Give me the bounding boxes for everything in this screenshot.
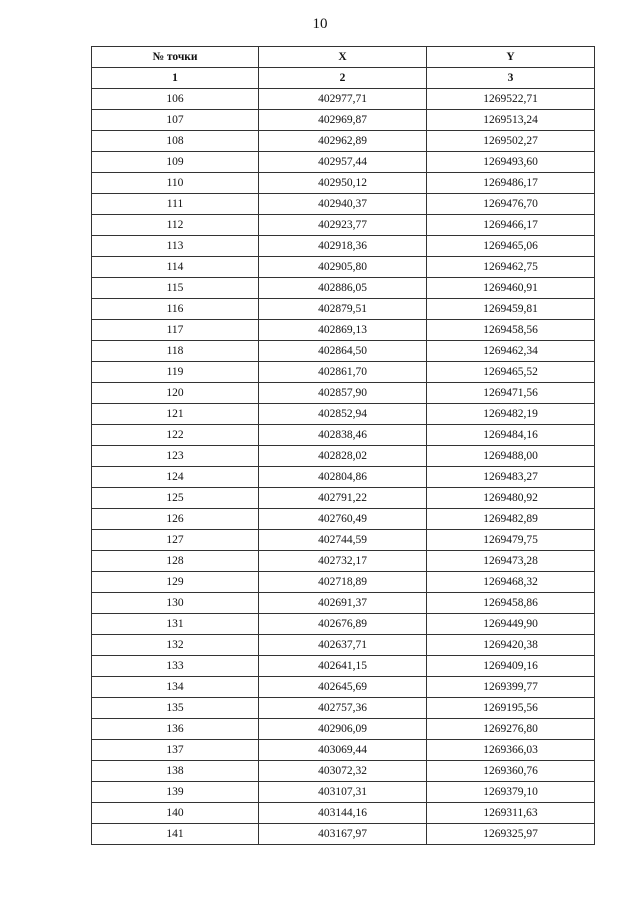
cell-point-number: 115 (92, 278, 259, 299)
cell-point-number: 127 (92, 530, 259, 551)
cell-y: 1269459,81 (427, 299, 595, 320)
cell-point-number: 113 (92, 236, 259, 257)
cell-point-number: 119 (92, 362, 259, 383)
cell-x: 402791,22 (259, 488, 427, 509)
cell-y: 1269482,19 (427, 404, 595, 425)
cell-y: 1269360,76 (427, 761, 595, 782)
cell-x: 402641,15 (259, 656, 427, 677)
cell-x: 402879,51 (259, 299, 427, 320)
cell-x: 402676,89 (259, 614, 427, 635)
cell-y: 1269483,27 (427, 467, 595, 488)
cell-y: 1269488,00 (427, 446, 595, 467)
header-y: Y (427, 47, 595, 68)
cell-x: 402940,37 (259, 194, 427, 215)
cell-x: 402760,49 (259, 509, 427, 530)
column-number-3: 3 (427, 68, 595, 89)
table-row (92, 341, 595, 362)
column-number-row (92, 68, 595, 89)
cell-y: 1269466,17 (427, 215, 595, 236)
cell-y: 1269276,80 (427, 719, 595, 740)
cell-x: 402861,70 (259, 362, 427, 383)
table-row (92, 425, 595, 446)
cell-x: 402923,77 (259, 215, 427, 236)
page-number: 10 (312, 16, 328, 32)
cell-x: 402957,44 (259, 152, 427, 173)
table-row (92, 446, 595, 467)
cell-x: 402905,80 (259, 257, 427, 278)
table-row (92, 530, 595, 551)
cell-point-number: 117 (92, 320, 259, 341)
table-row (92, 320, 595, 341)
table-body (92, 68, 595, 845)
cell-point-number: 128 (92, 551, 259, 572)
table-row (92, 824, 595, 845)
cell-y: 1269458,56 (427, 320, 595, 341)
table-row (92, 89, 595, 110)
cell-point-number: 121 (92, 404, 259, 425)
cell-y: 1269471,56 (427, 383, 595, 404)
cell-point-number: 116 (92, 299, 259, 320)
table-row (92, 803, 595, 824)
table-row (92, 614, 595, 635)
cell-point-number: 118 (92, 341, 259, 362)
cell-x: 403069,44 (259, 740, 427, 761)
header-point-number: № точки (92, 47, 259, 68)
cell-point-number: 138 (92, 761, 259, 782)
table-row (92, 635, 595, 656)
cell-y: 1269484,16 (427, 425, 595, 446)
cell-y: 1269522,71 (427, 89, 595, 110)
cell-x: 402838,46 (259, 425, 427, 446)
cell-point-number: 126 (92, 509, 259, 530)
table-row (92, 404, 595, 425)
table-row (92, 572, 595, 593)
table-row (92, 383, 595, 404)
cell-x: 402886,05 (259, 278, 427, 299)
cell-point-number: 111 (92, 194, 259, 215)
table-row (92, 131, 595, 152)
table-row (92, 299, 595, 320)
cell-point-number: 135 (92, 698, 259, 719)
cell-point-number: 123 (92, 446, 259, 467)
cell-point-number: 109 (92, 152, 259, 173)
cell-x: 402852,94 (259, 404, 427, 425)
cell-y: 1269493,60 (427, 152, 595, 173)
header-x: X (259, 47, 427, 68)
coordinates-table (91, 46, 595, 845)
cell-x: 402977,71 (259, 89, 427, 110)
cell-point-number: 130 (92, 593, 259, 614)
cell-y: 1269420,38 (427, 635, 595, 656)
table-row (92, 698, 595, 719)
cell-y: 1269460,91 (427, 278, 595, 299)
cell-x: 402718,89 (259, 572, 427, 593)
cell-y: 1269195,56 (427, 698, 595, 719)
cell-point-number: 139 (92, 782, 259, 803)
cell-y: 1269468,32 (427, 572, 595, 593)
cell-x: 402864,50 (259, 341, 427, 362)
cell-x: 402950,12 (259, 173, 427, 194)
cell-x: 402757,36 (259, 698, 427, 719)
cell-point-number: 120 (92, 383, 259, 404)
cell-point-number: 129 (92, 572, 259, 593)
cell-point-number: 114 (92, 257, 259, 278)
column-number-2: 2 (259, 68, 427, 89)
table-row (92, 215, 595, 236)
table-row (92, 467, 595, 488)
cell-y: 1269462,34 (427, 341, 595, 362)
cell-x: 402969,87 (259, 110, 427, 131)
cell-y: 1269409,16 (427, 656, 595, 677)
cell-x: 402691,37 (259, 593, 427, 614)
cell-point-number: 136 (92, 719, 259, 740)
column-number-1: 1 (92, 68, 259, 89)
cell-point-number: 107 (92, 110, 259, 131)
cell-point-number: 108 (92, 131, 259, 152)
cell-y: 1269473,28 (427, 551, 595, 572)
cell-point-number: 131 (92, 614, 259, 635)
table-row (92, 278, 595, 299)
table-row (92, 551, 595, 572)
table-row (92, 656, 595, 677)
table-row (92, 257, 595, 278)
cell-x: 402857,90 (259, 383, 427, 404)
cell-x: 403144,16 (259, 803, 427, 824)
cell-point-number: 140 (92, 803, 259, 824)
table-row (92, 782, 595, 803)
cell-y: 1269366,03 (427, 740, 595, 761)
cell-point-number: 132 (92, 635, 259, 656)
cell-x: 402962,89 (259, 131, 427, 152)
table-row (92, 719, 595, 740)
table-row (92, 677, 595, 698)
cell-y: 1269476,70 (427, 194, 595, 215)
cell-point-number: 106 (92, 89, 259, 110)
cell-x: 402744,59 (259, 530, 427, 551)
cell-point-number: 141 (92, 824, 259, 845)
cell-point-number: 137 (92, 740, 259, 761)
cell-y: 1269480,92 (427, 488, 595, 509)
cell-x: 402645,69 (259, 677, 427, 698)
cell-y: 1269513,24 (427, 110, 595, 131)
cell-x: 403107,31 (259, 782, 427, 803)
cell-x: 403072,32 (259, 761, 427, 782)
table-header-row (92, 47, 595, 68)
cell-x: 403167,97 (259, 824, 427, 845)
cell-x: 402637,71 (259, 635, 427, 656)
cell-x: 402732,17 (259, 551, 427, 572)
table-row (92, 761, 595, 782)
cell-y: 1269449,90 (427, 614, 595, 635)
cell-x: 402828,02 (259, 446, 427, 467)
table-row (92, 173, 595, 194)
cell-point-number: 124 (92, 467, 259, 488)
cell-point-number: 122 (92, 425, 259, 446)
table-row (92, 488, 595, 509)
cell-x: 402918,36 (259, 236, 427, 257)
table-row (92, 110, 595, 131)
cell-point-number: 125 (92, 488, 259, 509)
table-row (92, 236, 595, 257)
cell-y: 1269462,75 (427, 257, 595, 278)
cell-y: 1269465,06 (427, 236, 595, 257)
cell-y: 1269379,10 (427, 782, 595, 803)
cell-y: 1269479,75 (427, 530, 595, 551)
cell-y: 1269465,52 (427, 362, 595, 383)
cell-x: 402804,86 (259, 467, 427, 488)
cell-y: 1269502,27 (427, 131, 595, 152)
cell-y: 1269325,97 (427, 824, 595, 845)
cell-point-number: 133 (92, 656, 259, 677)
table-row (92, 740, 595, 761)
table-row (92, 593, 595, 614)
cell-point-number: 112 (92, 215, 259, 236)
cell-y: 1269486,17 (427, 173, 595, 194)
cell-x: 402906,09 (259, 719, 427, 740)
table-row (92, 362, 595, 383)
cell-point-number: 134 (92, 677, 259, 698)
table-row (92, 194, 595, 215)
cell-y: 1269311,63 (427, 803, 595, 824)
cell-y: 1269399,77 (427, 677, 595, 698)
cell-y: 1269482,89 (427, 509, 595, 530)
table-row (92, 152, 595, 173)
cell-point-number: 110 (92, 173, 259, 194)
cell-x: 402869,13 (259, 320, 427, 341)
cell-y: 1269458,86 (427, 593, 595, 614)
table-row (92, 509, 595, 530)
